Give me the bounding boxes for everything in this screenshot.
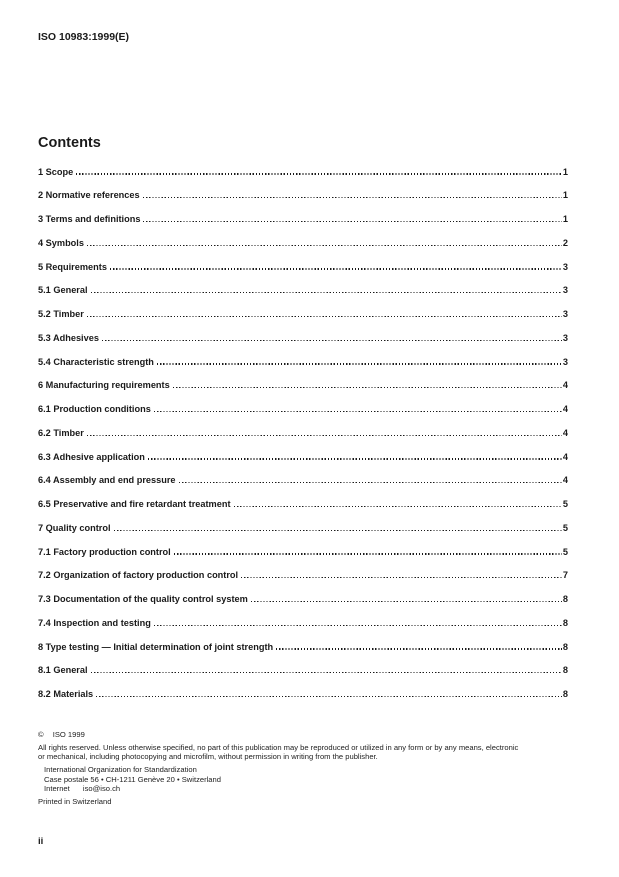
toc-entry-label: 5.1 General <box>38 285 88 296</box>
toc-entry-page: 1 <box>562 214 568 224</box>
toc-entry-page: 8 <box>562 641 568 652</box>
toc-entry <box>38 491 568 515</box>
toc-entry-label: 6.5 Preservative and fire retardant treatment <box>38 499 231 509</box>
toc-leader-dots <box>91 292 562 293</box>
toc-entry <box>38 396 568 420</box>
toc-entry-label: 5.3 Adhesives <box>38 332 99 343</box>
toc-entry <box>38 324 568 348</box>
toc-entry-label: 8 Type testing — Initial determination of joint strength <box>38 641 274 652</box>
toc-entry <box>38 229 568 253</box>
toc-leader-dots <box>154 625 562 626</box>
toc-entry-label: 7.2 Organization of factory production control <box>38 570 239 581</box>
toc-leader-dots <box>157 363 562 364</box>
footer-block <box>38 730 569 806</box>
toc-entry-page: 3 <box>562 356 568 367</box>
toc-entry <box>38 514 568 538</box>
toc-leader-dots <box>76 173 562 174</box>
toc-entry-label: 8.2 Materials <box>38 689 94 699</box>
rights-line-2: or mechanical, including photocopying and microfilm, without permission in writing from the publisher. <box>38 752 378 762</box>
toc-entry-page: 4 <box>562 451 568 462</box>
toc-leader-dots <box>91 672 562 673</box>
toc-entry <box>38 467 568 491</box>
toc-entry-page: 4 <box>562 475 568 486</box>
toc-entry-label: 7 Quality control <box>38 522 111 533</box>
copyright-text: ISO 1999 <box>52 730 85 739</box>
toc-entry-label: 5.2 Timber <box>38 309 84 319</box>
toc-entry-page: 5 <box>562 546 568 557</box>
toc-entry-page: 8 <box>562 594 568 604</box>
toc-entry <box>38 562 568 586</box>
contents-title: Contents <box>38 135 101 151</box>
toc-entry-page: 8 <box>562 689 568 699</box>
toc-entry-page: 3 <box>562 309 568 319</box>
address-internet-line <box>44 784 569 793</box>
toc-entry-page: 3 <box>562 332 568 343</box>
toc-entry <box>38 443 568 467</box>
toc-entry-label: 5.4 Characteristic strength <box>38 356 154 367</box>
internet-label: Internet <box>44 784 70 794</box>
toc-entry-page: 5 <box>562 499 568 509</box>
toc-entry <box>38 206 568 230</box>
toc-entry <box>38 657 568 681</box>
toc-leader-dots <box>173 387 562 388</box>
toc-leader-dots <box>87 435 562 436</box>
toc-entry <box>38 182 568 206</box>
toc-entry-page: 4 <box>562 380 568 391</box>
toc-entry <box>38 372 568 396</box>
toc-entry-label: 3 Terms and definitions <box>38 214 141 224</box>
toc-entry-label: 7.1 Factory production control <box>38 546 171 557</box>
publisher-address <box>44 765 569 793</box>
toc-leader-dots <box>110 268 562 269</box>
toc-entry-page: 2 <box>562 237 568 248</box>
toc-leader-dots <box>102 340 562 341</box>
toc-entry <box>38 158 568 182</box>
toc-entry-label: 6.2 Timber <box>38 427 84 438</box>
toc-entry <box>38 277 568 301</box>
copyright-line <box>38 730 569 739</box>
rights-paragraph <box>38 743 569 762</box>
toc-entry-label: 7.3 Documentation of the quality control system <box>38 594 248 604</box>
toc-leader-dots <box>179 482 562 483</box>
toc-leader-dots <box>96 696 562 697</box>
toc-leader-dots <box>148 458 562 459</box>
toc-entry-label: 6 Manufacturing requirements <box>38 380 170 391</box>
toc-entry-page: 1 <box>562 190 568 201</box>
printed-note: Printed in Switzerland <box>38 796 112 806</box>
toc-leader-dots <box>234 506 562 507</box>
toc-entry <box>38 609 568 633</box>
toc-entry <box>38 538 568 562</box>
page-number: ii <box>38 836 44 847</box>
toc-entry-page: 7 <box>562 570 568 581</box>
toc-entry-label: 2 Normative references <box>38 190 140 201</box>
toc-leader-dots <box>241 577 562 578</box>
address-organization: International Organization for Standardization <box>44 765 197 775</box>
toc-entry-label: 7.4 Inspection and testing <box>38 617 151 628</box>
toc-entry-page: 3 <box>562 261 568 272</box>
toc-entry <box>38 681 568 705</box>
toc-entry-page: 8 <box>562 665 568 676</box>
toc-leader-dots <box>251 601 562 602</box>
toc-list <box>38 158 568 704</box>
document-reference-header: ISO 10983:1999(E) <box>38 31 130 43</box>
toc-leader-dots <box>154 411 562 412</box>
toc-entry-label: 4 Symbols <box>38 237 84 248</box>
toc-entry <box>38 348 568 372</box>
toc-entry-page: 3 <box>562 285 568 296</box>
toc-entry-label: 6.1 Production conditions <box>38 404 151 414</box>
toc-entry-page: 4 <box>562 404 568 414</box>
toc-entry-page: 8 <box>562 617 568 628</box>
toc-entry-label: 6.3 Adhesive application <box>38 451 145 462</box>
rights-line-1: All rights reserved. Unless otherwise specified, no part of this publication may be reproduced or utilized in any form or by any means, electronic <box>38 742 519 752</box>
toc-entry-label: 6.4 Assembly and end pressure <box>38 475 176 486</box>
address-postal: Case postale 56 • CH-1211 Genève 20 • Switzerland <box>44 774 221 784</box>
copyright-icon: © <box>38 730 44 739</box>
toc-leader-dots <box>276 648 562 649</box>
toc-leader-dots <box>143 197 562 198</box>
toc-leader-dots <box>114 530 562 531</box>
toc-entry <box>38 419 568 443</box>
toc-entry <box>38 633 568 657</box>
toc-entry-label: 8.1 General <box>38 665 88 676</box>
toc-leader-dots <box>87 316 562 317</box>
toc-entry-label: 1 Scope <box>38 166 74 177</box>
toc-entry-page: 4 <box>562 427 568 438</box>
toc-entry <box>38 586 568 610</box>
toc-entry-page: 1 <box>562 166 568 177</box>
toc-leader-dots <box>143 221 561 222</box>
toc-entry-label: 5 Requirements <box>38 261 107 272</box>
internet-email: iso@iso.ch <box>82 784 121 794</box>
toc-entry-page: 5 <box>562 522 568 533</box>
toc-entry <box>38 253 568 277</box>
toc-leader-dots <box>174 553 562 554</box>
toc-leader-dots <box>87 245 562 246</box>
toc-entry <box>38 301 568 325</box>
